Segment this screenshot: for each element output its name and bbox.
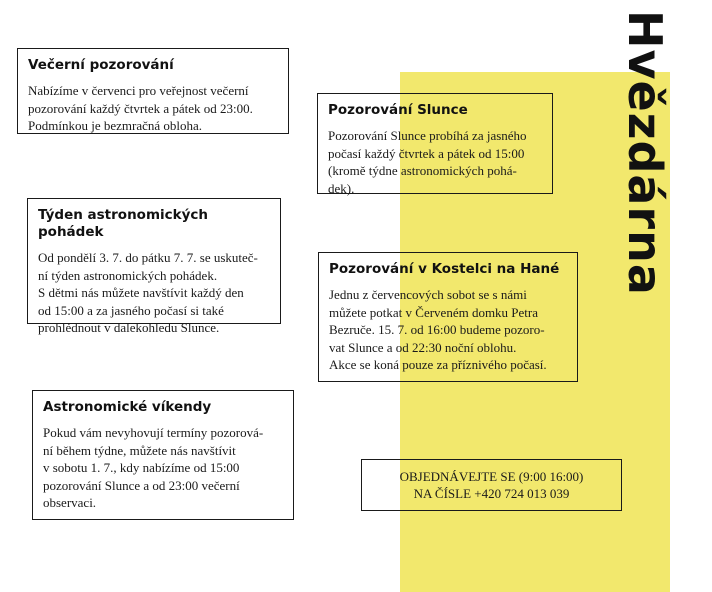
page-title: Hvězdárna — [618, 10, 672, 296]
sun-observation-heading: Pozorování Slunce — [328, 102, 468, 118]
booking-contact-box — [361, 459, 622, 511]
booking-hours: OBJEDNÁVEJTE SE (9:00 16:00) — [399, 469, 584, 484]
sun-observation-text: Pozorování Slunce probíhá za jasného počasí každý čtvrtek a pátek od 15:00 (kromě týdne astronomických pohá- dek). — [328, 128, 527, 196]
fairytale-week-heading: Týden astronomických pohádek — [38, 207, 209, 240]
evening-observation-box — [17, 48, 289, 134]
booking-phone: NA ČÍSLE +420 724 013 039 — [413, 486, 570, 501]
astronomy-weekends-text: Pokud vám nevyhovují termíny pozorová- ní během týdne, můžete nás navštívit v sobotu 1. 7., kdy nabízíme od 15:00 pozorování Slunce a od 23:00 večerní observaci. — [43, 425, 264, 510]
fairytale-week-text: Od pondělí 3. 7. do pátku 7. 7. se uskuteč- ní týden astronomických pohádek. S dětmi nás můžete navštívit každý den od 15:00 a za jasného počasí si také prohlédnout v dalekohledu Slunce. — [38, 250, 258, 335]
sun-observation-box — [317, 93, 553, 194]
kostelec-observation-box — [318, 252, 578, 382]
fairytale-week-box — [27, 198, 281, 335]
evening-observation-heading: Večerní pozorování — [28, 57, 174, 73]
kostelec-observation-text: Jednu z červencových sobot se s námi můžete potkat v Červeném domku Petra Bezruče. 15. 7. od 16:00 budeme pozoro- vat Slunce a od 22:30 noční oblohu. Akce se koná pouze za příznivého počasí. — [329, 287, 547, 372]
evening-observation-text: Nabízíme v červenci pro veřejnost večerní pozorování každý čtvrtek a pátek od 23:00. Podmínkou je bezmračná obloha. — [28, 83, 253, 133]
astronomy-weekends-box — [32, 390, 294, 520]
astronomy-weekends-heading: Astronomické víkendy — [43, 399, 212, 415]
kostelec-observation-heading: Pozorování v Kostelci na Hané — [329, 261, 560, 277]
